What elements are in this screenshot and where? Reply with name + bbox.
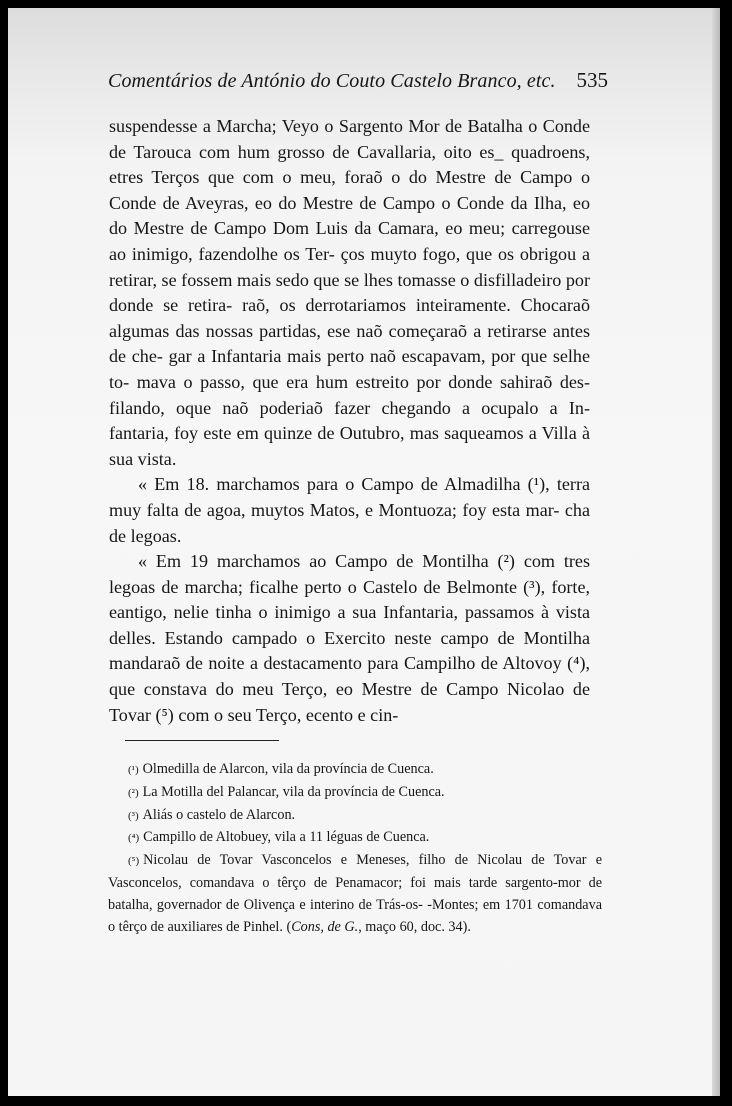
footnote-mark: (²) [128, 786, 139, 799]
footnote-mark: (³) [128, 809, 139, 822]
page-edge [712, 8, 720, 1096]
footnote-divider [125, 740, 279, 741]
footnote [108, 759, 602, 782]
paragraph: suspendesse a Marcha; Veyo o Sargento Mor de Batalha o Conde de Tarouca com hum grosso de Cavallaria, oito es_ quadroens, etres Terços que com o meu, foraõ o do Mestre de Campo o Conde de Aveyras, eo do Mestre de Campo o Conde da Ilha, eo do Mestre de Campo Dom Luis da Camara, eo meu; carregouse ao inimigo, fazendolhe os Ter- ços muyto fogo, que os obrigou a retirar, se fossem mais sedo que se lhes tomasse o disfilladeiro por donde se retira- raõ, os derrotariamos inteiramente. Chocaraõ algumas das nossas partidas, ese naõ começaraõ a retirarse antes de che- gar a Infantaria mais perto naõ escapavam, por que selhe to- mava o passo, que era hum estreito por donde sahiraõ des- filando, oque naõ poderiaõ fazer chegando a ocupalo a In- fantaria, foy este em quinze de Outubro, mas saqueamos a Villa à sua vista. [109, 116, 590, 469]
page-number: 535 [576, 68, 608, 92]
footnote [108, 782, 602, 805]
footnote-text-end: , maço 60, doc. 34). [358, 918, 471, 935]
footnote [108, 827, 602, 850]
footnote-text: La Motilla del Palancar, vila da província de Cuenca. [142, 783, 445, 800]
paragraph: « Em 18. marchamos para o Campo de Almadilha (¹), terra muy falta de agoa, muytos Matos, e Montuoza; foy esta mar- cha de legoas. [109, 474, 590, 546]
footnote-text: Campillo de Altobuey, vila a 11 léguas de Cuenca. [143, 829, 430, 846]
footnote-text: Olmedilla de Alarcon, vila da província de Cuenca. [142, 761, 434, 777]
footnote-mark: (⁵) [128, 855, 140, 868]
footnote-text: Nicolau de Tovar Vasconcelos e Meneses, filho de Nicolau de Tovar e Vasconcelos, comandava o têrço de Penamacor; foi mais tarde sargento-mor de batalha, governador de Olivença e interino de Trás-os- -Montes; em 1701 comandava o têrço de auxiliares de Pinhel. ( [108, 852, 602, 935]
footnote-mark: (⁴) [128, 832, 140, 845]
page-header [108, 68, 608, 100]
footnote [108, 850, 602, 938]
footnote [108, 805, 602, 828]
footnotes [108, 759, 602, 938]
running-head: Comentários de António do Couto Castelo Branco, etc. [108, 70, 556, 92]
footnote-mark: (¹) [128, 764, 139, 776]
footnote-text: Aliás o castelo de Alarcon. [142, 806, 296, 823]
main-text [109, 114, 590, 728]
footnote-citation: Cons, de G. [291, 918, 359, 935]
paragraph: « Em 19 marchamos ao Campo de Montilha (²) com tres legoas de marcha; ficalhe perto o Castelo de Belmonte (³), forte, eantigo, nelie tinha o inimigo a sua Infantaria, passamos à vista delles. Estando campado o Exercito neste campo de Montilha mandaraõ de noite a destacamento para Campilho de Altovoy (⁴), que constava do meu Terço, eo Mestre de Campo Nicolao de Tovar (⁵) com o seu Terço, ecento e cin- [109, 551, 590, 725]
